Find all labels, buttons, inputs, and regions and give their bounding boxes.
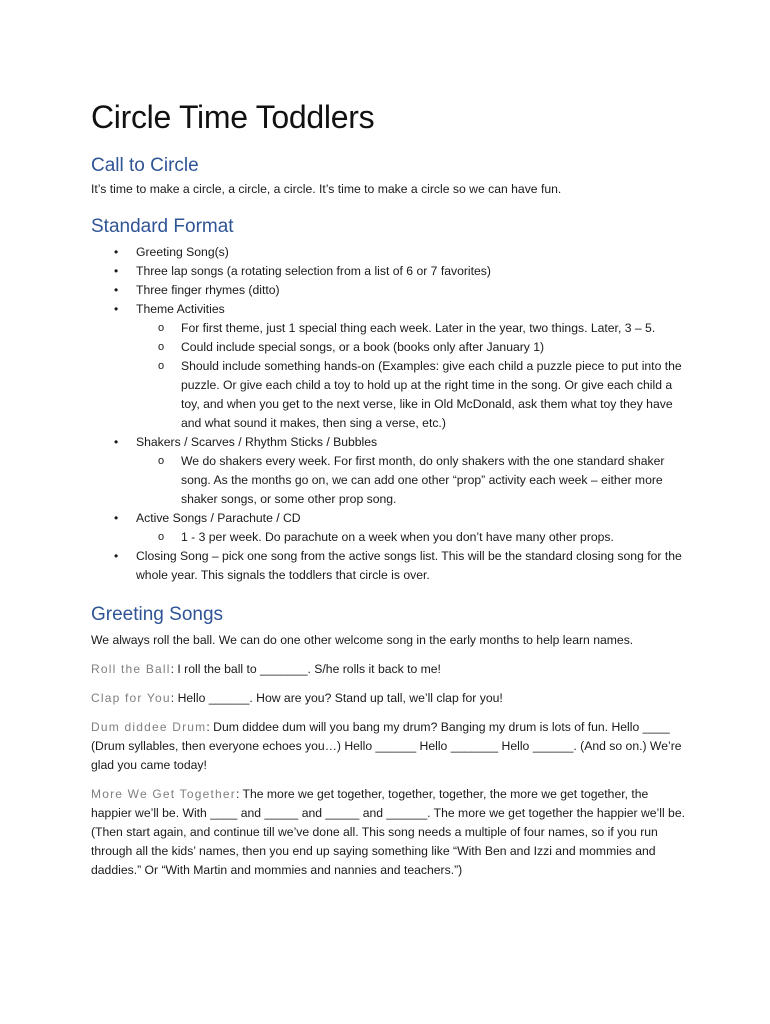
format-item-text: Three finger rhymes (ditto) <box>136 283 280 297</box>
heading-call-to-circle: Call to Circle <box>91 155 199 176</box>
format-item-text: Shakers / Scarves / Rhythm Sticks / Bubbles <box>136 435 378 449</box>
song-name: Clap for You <box>91 691 171 705</box>
sub-bullet-icon: o <box>158 455 165 467</box>
bullet-icon: • <box>114 264 119 278</box>
call-to-circle-text: It’s time to make a circle, a circle, a circle. It’s time to make a circle so we can have fun. <box>91 182 562 196</box>
format-sub-item <box>91 338 691 357</box>
section-greeting-songs <box>91 603 691 880</box>
heading-standard-format: Standard Format <box>91 216 234 237</box>
format-item-text: Greeting Song(s) <box>136 245 229 259</box>
format-sub-item-text: We do shakers every week. For first month, do only shakers with the one standard shaker song. As the months go on, we can add one other “prop” activity each week – either more shaker songs, or some other prop song. <box>181 454 665 506</box>
format-sub-item <box>91 528 691 547</box>
format-sub-item-text: For first theme, just 1 special thing each week. Later in the year, two things. Later, 3 – 5. <box>181 321 656 335</box>
song-name: Roll the Ball <box>91 662 171 676</box>
format-list-item <box>91 281 691 300</box>
format-list-item <box>91 300 691 433</box>
format-item-text: Three lap songs (a rotating selection from a list of 6 or 7 favorites) <box>136 264 491 278</box>
format-item-text: Theme Activities <box>136 302 225 316</box>
document-title: Circle Time Toddlers <box>91 99 375 135</box>
song-lyrics: : I roll the ball to _______. S/he rolls it back to me! <box>170 662 441 676</box>
format-item-text: Active Songs / Parachute / CD <box>136 511 301 525</box>
bullet-icon: • <box>114 245 119 259</box>
greeting-song <box>91 785 691 880</box>
section-standard-format <box>91 215 691 585</box>
format-sub-list <box>136 528 691 547</box>
format-list-item <box>91 509 691 547</box>
song-name: More We Get Together <box>91 787 236 801</box>
sub-bullet-icon: o <box>158 531 165 543</box>
sub-bullet-icon: o <box>158 341 165 353</box>
greeting-songs-intro: We always roll the ball. We can do one other welcome song in the early months to help learn names. <box>91 633 634 647</box>
bullet-icon: • <box>114 435 119 449</box>
bullet-icon: • <box>114 283 119 297</box>
greeting-song <box>91 660 691 679</box>
format-sub-item <box>91 357 691 433</box>
greeting-song <box>91 689 691 708</box>
bullet-icon: • <box>114 511 119 525</box>
heading-greeting-songs: Greeting Songs <box>91 604 224 625</box>
format-list-item <box>91 243 691 262</box>
sub-bullet-icon: o <box>158 360 165 372</box>
format-sub-item-text: Should include something hands-on (Examples: give each child a puzzle piece to put into the puzzle. Or give each child a toy to hold up at the right time in the song. Or give each child a toy, and when you get to the next verse, like in Old McDonald, ask them what toy they have and what sound it makes, then sing a verse, etc.) <box>181 359 682 430</box>
song-lyrics: : Dum diddee dum will you bang my drum? Banging my drum is lots of fun. Hello ____ (Drum syllables, then everyone echoes you…) Hello ______ Hello _______ Hello ______. (And so on.) We’re glad you came today! <box>91 720 682 772</box>
bullet-icon: • <box>114 549 119 563</box>
section-call-to-circle <box>91 154 691 199</box>
format-sub-list <box>136 319 691 433</box>
format-sub-item-text: 1 - 3 per week. Do parachute on a week when you don’t have many other props. <box>181 530 614 544</box>
sub-bullet-icon: o <box>158 322 165 334</box>
format-sub-item <box>91 319 691 338</box>
bullet-icon: • <box>114 302 119 316</box>
greeting-song <box>91 718 691 775</box>
format-sub-list <box>136 452 691 509</box>
document-body <box>91 98 691 880</box>
greeting-songs-list <box>91 660 691 880</box>
format-list-item <box>91 547 691 585</box>
format-sub-item <box>91 452 691 509</box>
format-list-item <box>91 262 691 281</box>
format-sub-item-text: Could include special songs, or a book (books only after January 1) <box>181 340 545 354</box>
standard-format-list <box>91 243 691 585</box>
format-item-text: Closing Song – pick one song from the active songs list. This will be the standard closing song for the whole year. This signals the toddlers that circle is over. <box>136 549 682 582</box>
song-name: Dum diddee Drum <box>91 720 207 734</box>
song-lyrics: : Hello ______. How are you? Stand up tall, we’ll clap for you! <box>170 691 503 705</box>
song-lyrics: : The more we get together, together, together, the more we get together, the happier we’ll be. With ____ and _____ and _____ and ______. The more we get together the happier we’ll be. (Then start again, and continue till we’ve done all. This song needs a multiple of four names, so if you run through all the kids’ names, then you end up saying something like “With Ben and Izzi and mommies and daddies.” Or “With Martin and mommies and nannies and teachers.”) <box>91 787 685 877</box>
format-list-item <box>91 433 691 509</box>
